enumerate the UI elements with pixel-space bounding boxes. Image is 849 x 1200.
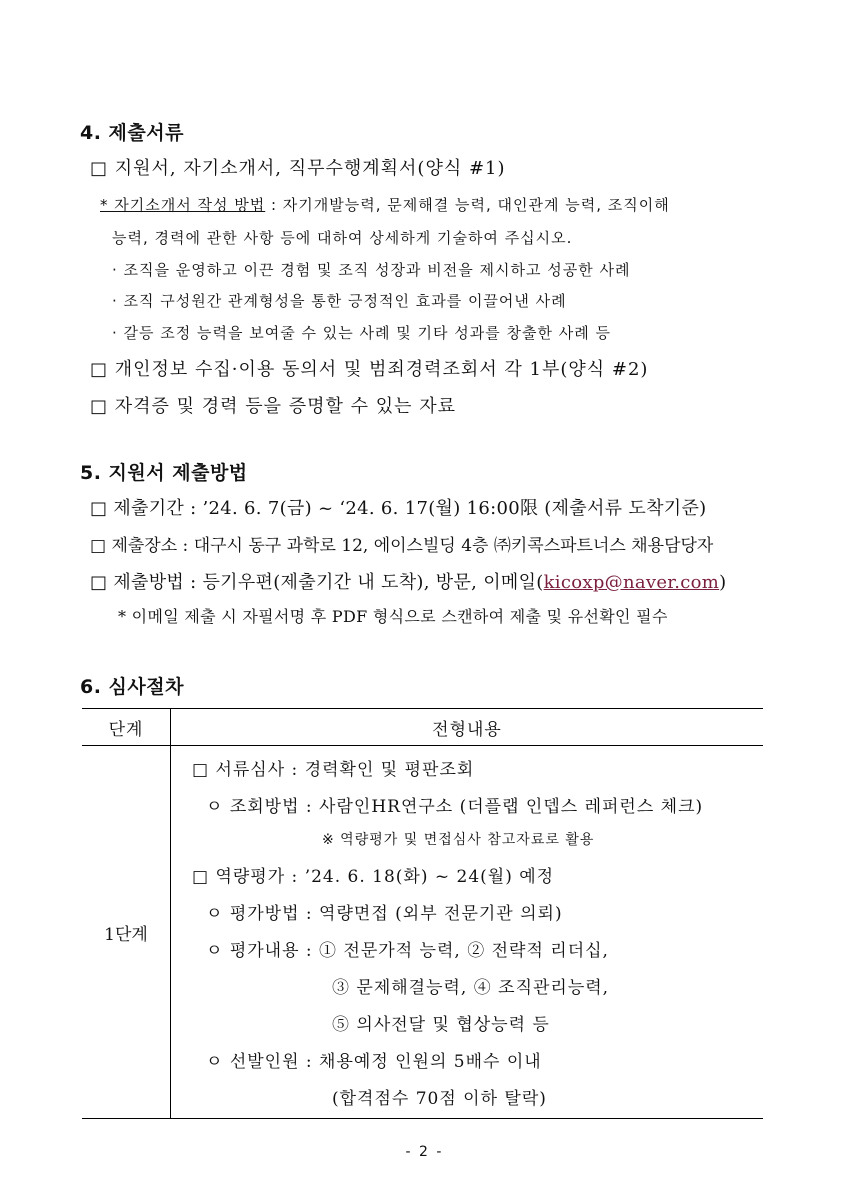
- screening-line: □ 서류심사 : 경력확인 및 평판조회: [192, 760, 475, 780]
- section-6-title: 6. 심사절차: [80, 676, 184, 698]
- email-note: * 이메일 제출 시 자필서명 후 PDF 형식으로 스캔하여 제출 및 유선확인 필수: [118, 607, 668, 626]
- submission-method-text: □ 제출방법 : 등기우편(제출기간 내 도착), 방문, 이메일(: [90, 572, 544, 593]
- screening-line: (합격점수 70점 이하 탈락): [332, 1089, 547, 1109]
- screening-line: ㅇ 선발인원 : 채용예정 인원의 5배수 이내: [206, 1052, 542, 1072]
- screening-line: ㅇ 조회방법 : 사람인HR연구소 (더플랩 인뎁스 레퍼런스 체크): [206, 797, 704, 817]
- screening-line: ※ 역량평가 및 면접심사 참고자료로 활용: [322, 832, 595, 848]
- submission-period: □ 제출기간 : ’24. 6. 7(금) ~ ‘24. 6. 17(월) 16:00限 (제출서류 도착기준): [90, 498, 707, 519]
- screening-line: □ 역량평가 : ’24. 6. 18(화) ~ 24(월) 예정: [192, 867, 555, 887]
- bullet-item: · 조직 구성원간 관계형성을 통한 긍정적인 효과를 이끌어낸 사례: [112, 292, 567, 310]
- screening-line: ⑤ 의사전달 및 협상능력 등: [332, 1015, 550, 1035]
- self-intro-note-lead: * 자기소개서 작성 방법: [100, 196, 266, 214]
- submission-place: □ 제출장소 : 대구시 동구 과학로 12, 에이스빌딩 4층 ㈜키콕스파트너스 채용담당자: [90, 536, 714, 556]
- header-stage: 단계: [82, 709, 171, 746]
- doc-item-consent-forms: □ 개인정보 수집·이용 동의서 및 범죄경력조회서 각 1부(양식 #2): [90, 359, 649, 380]
- section-4-title: 4. 제출서류: [80, 122, 184, 144]
- bullet-item: · 조직을 운영하고 이끈 경험 및 조직 성장과 비전을 제시하고 성공한 사례: [112, 261, 631, 279]
- screening-table: [82, 708, 763, 1119]
- header-content: 전형내용: [171, 709, 764, 746]
- bullet-item: · 갈등 조정 능력을 보여줄 수 있는 사례 및 기타 성과를 창출한 사례 등: [112, 324, 611, 342]
- email-link[interactable]: kicoxp@naver.com: [543, 572, 720, 593]
- self-intro-note-cont: 능력, 경력에 관한 사항 등에 대하여 상세하게 기술하여 주십시오.: [112, 229, 573, 247]
- table-header-row: [82, 709, 763, 746]
- doc-item-certificates: □ 자격증 및 경력 등을 증명할 수 있는 자료: [90, 396, 456, 417]
- screening-line: ③ 문제해결능력, ④ 조직관리능력,: [332, 978, 610, 998]
- submission-method-suffix: ): [719, 572, 727, 593]
- screening-line: ㅇ 평가내용 : ① 전문가적 능력, ② 전략적 리더십,: [206, 941, 609, 961]
- self-intro-note: [100, 194, 670, 215]
- self-intro-note-rest: : 자기개발능력, 문제해결 능력, 대인관계 능력, 조직이해: [265, 196, 670, 214]
- page-number: - 2 -: [405, 1144, 444, 1160]
- submission-method: [90, 568, 726, 594]
- doc-item-application-forms: □ 지원서, 자기소개서, 직무수행계획서(양식 #1): [90, 158, 506, 179]
- section-5-title: 5. 지원서 제출방법: [80, 462, 248, 484]
- stage-cell: [82, 746, 171, 1119]
- stage-label: 1단계: [104, 924, 148, 945]
- table-row: [82, 746, 763, 1119]
- screening-line: ㅇ 평가방법 : 역량면접 (외부 전문기관 의뢰): [206, 904, 563, 924]
- content-cell: [171, 746, 764, 1119]
